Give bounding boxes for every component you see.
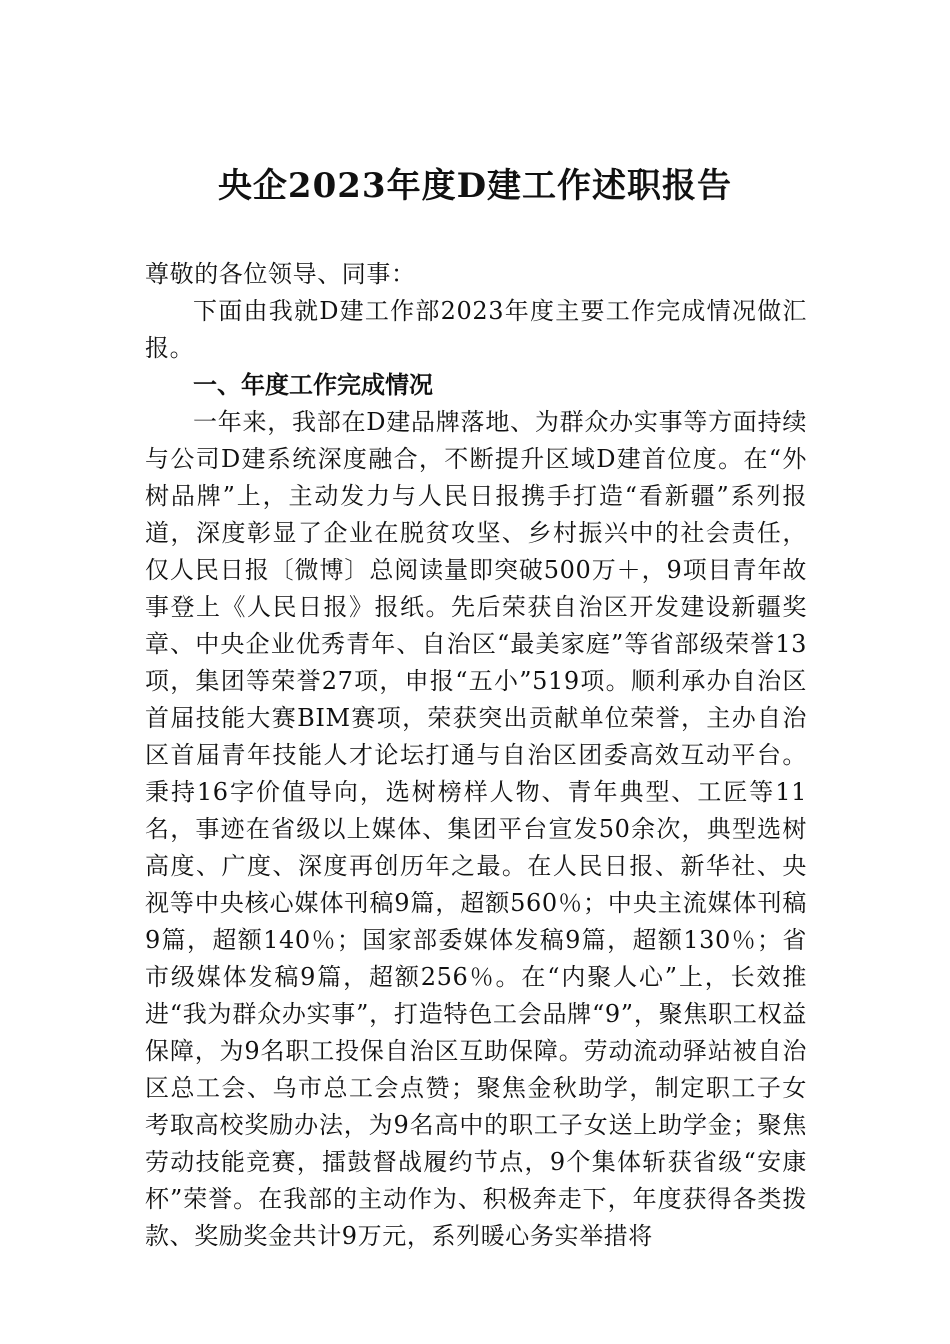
document-title: 央企2023年度D建工作述职报告: [217, 166, 733, 206]
section-heading: 一、年度工作完成情况: [193, 371, 433, 399]
intro-paragraph: 下面由我就D建工作部2023年度主要工作完成情况做汇报。: [145, 297, 807, 362]
salutation: 尊敬的各位领导、同事：: [145, 260, 416, 288]
section-paragraph: 一年来，我部在D建品牌落地、为群众办实事等方面持续与公司D建系统深度融合，不断提升区域D建首位度。在“外树品牌”上，主动发力与人民日报携手打造“看新疆”系列报道，深度彰显了企业在脱贫攻坚、乡村振兴中的社会责任，仅人民日报〔微博〕总阅读量即突破500万＋，9项目青年故事登上《人民日报》报纸。先后荣获自治区开发建设新疆奖章、中央企业优秀青年、自治区“最美家庭”等省部级荣誉13项，集团等荣誉27项，申报“五小”519项。顺利承办自治区首届技能大赛BIM赛项，荣获突出贡献单位荣誉，主办自治区首届青年技能人才论坛打通与自治区团委高效互动平台。秉持16字价值导向，选树榜样人物、青年典型、工匠等11名，事迹在省级以上媒体、集团平台宣发50余次，典型选树高度、广度、深度再创历年之最。在人民日报、新华社、央视等中央核心媒体刊稿9篇，超额560％；中央主流媒体刊稿9篇，超额140％；国家部委媒体发稿9篇，超额130％；省市级媒体发稿9篇，超额256％。在“内聚人心”上，长效推进“我为群众办实事”，打造特色工会品牌“9”，聚焦职工权益保障，为9名职工投保自治区互助保障。劳动流动驿站被自治区总工会、乌市总工会点赞；聚焦金秋助学，制定职工子女考取高校奖励办法，为9名高中的职工子女送上助学金；聚焦劳动技能竞赛，擂鼓督战履约节点，9个集体斩获省级“安康杯”荣誉。在我部的主动作为、积极奔走下，年度获得各类拨款、奖励奖金共计9万元，系列暖心务实举措将: [145, 408, 807, 1250]
document-body: [145, 256, 807, 1255]
